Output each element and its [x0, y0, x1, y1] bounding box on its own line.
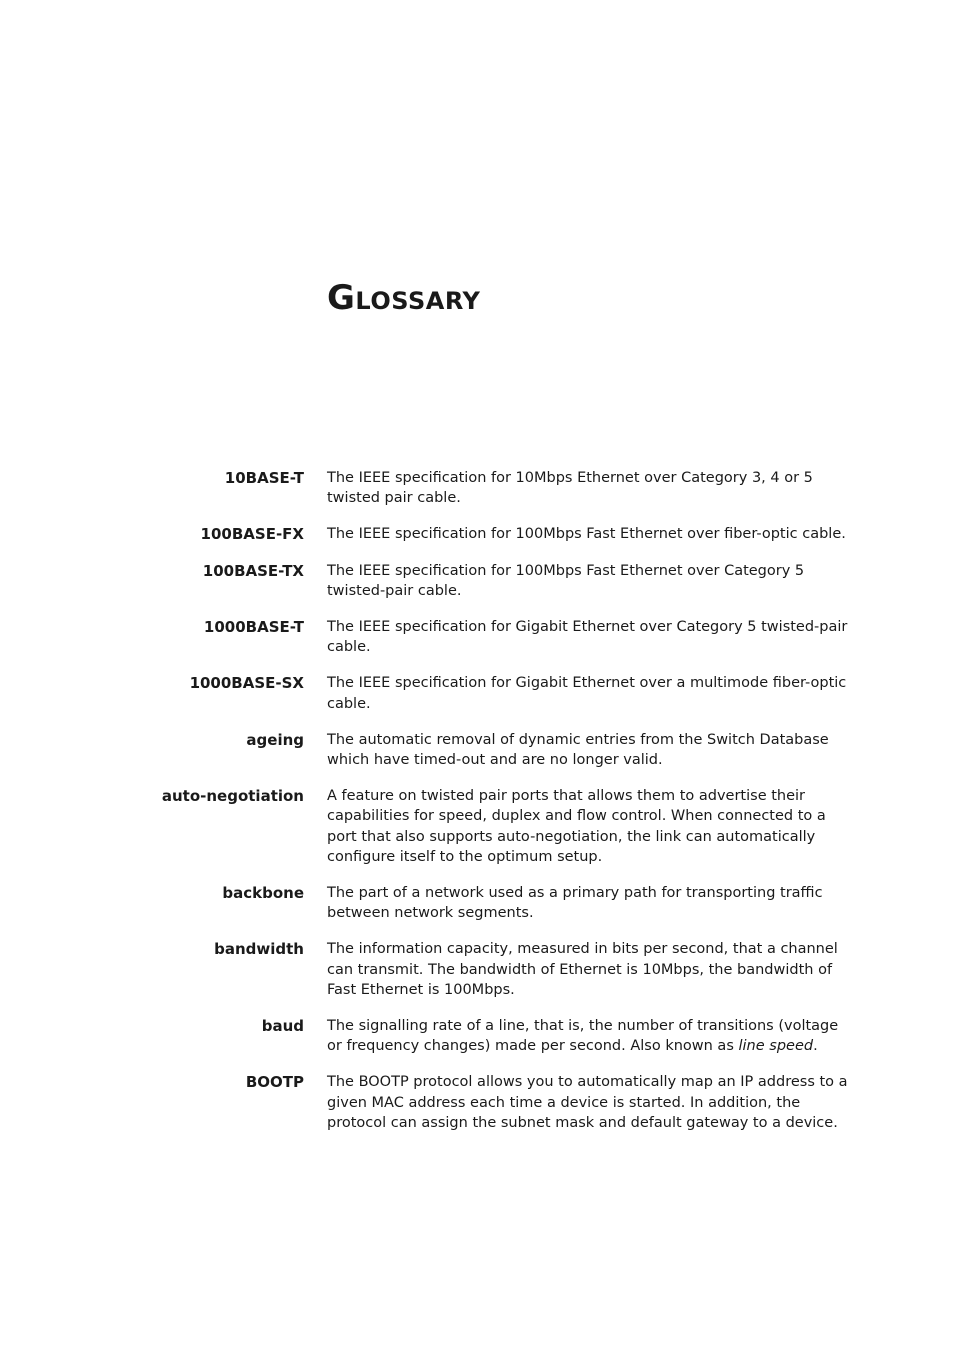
glossary-definition-emphasis: line speed: [738, 1038, 814, 1055]
page-title-initial: G: [327, 278, 356, 318]
glossary-definition: The IEEE specification for Gigabit Ethernet over a multimode fiber-optic cable.: [327, 675, 847, 712]
glossary-definition-text: The signalling rate of a line, that is, the number of transitions (voltage or frequency changes) made per second. Also known as: [327, 1018, 839, 1055]
glossary-definition: The information capacity, measured in bits per second, that a channel can transmit. The bandwidth of Ethernet is 10Mbps, the bandwidth of Fast Ethernet is 100Mbps.: [327, 941, 838, 998]
glossary-definition: The automatic removal of dynamic entries from the Switch Database which have timed-out and are no longer valid.: [327, 731, 829, 769]
glossary-entry-10base-t: [0, 468, 954, 508]
glossary-entry-baud: [0, 1016, 954, 1056]
glossary-definition: The IEEE specification for 10Mbps Ethernet over Category 3, 4 or 5 twisted pair cable.: [327, 470, 813, 507]
glossary-entry-backbone: [0, 883, 954, 923]
glossary-term: 100BASE-TX: [202, 561, 304, 580]
glossary-entry-1000base-sx: [0, 673, 954, 713]
glossary-definition: The IEEE specification for 100Mbps Fast Ethernet over Category 5 twisted-pair cable.: [327, 562, 805, 599]
glossary-term: ageing: [246, 730, 304, 749]
glossary-term: bandwidth: [214, 940, 304, 959]
glossary-term: baud: [261, 1017, 304, 1036]
glossary-definition: [327, 1016, 849, 1056]
glossary-entry-bandwidth: [0, 939, 954, 1000]
glossary-definition-text: .: [813, 1038, 818, 1055]
glossary-term: 100BASE-FX: [200, 525, 304, 544]
glossary-entry-100base-tx: [0, 561, 954, 601]
glossary-term: 1000BASE-SX: [189, 674, 304, 693]
glossary-term: 10BASE-T: [224, 469, 304, 487]
glossary-entry-1000base-t: [0, 617, 954, 657]
glossary-term: 1000BASE-T: [203, 618, 304, 637]
glossary-term: auto-negotiation: [161, 787, 304, 806]
glossary-term: backbone: [222, 884, 304, 903]
glossary-entry-auto-negotiation: [0, 786, 954, 867]
glossary-entry-bootp: [0, 1072, 954, 1133]
glossary-definition: The IEEE specification for Gigabit Ethernet over Category 5 twisted-pair cable.: [327, 619, 848, 656]
glossary-definition: The IEEE specification for 100Mbps Fast Ethernet over fiber-optic cable.: [327, 526, 846, 543]
page-title-rest: LOSSARY: [355, 287, 481, 315]
page-title: [327, 276, 480, 323]
glossary-term: BOOTP: [245, 1073, 304, 1092]
glossary-definition: The BOOTP protocol allows you to automatically map an IP address to a given MAC address each time a device is started. In addition, the protocol can assign the subnet mask and default gateway to a device.: [327, 1074, 848, 1131]
glossary-entry-ageing: [0, 730, 954, 770]
glossary-list: [0, 468, 954, 1149]
glossary-entry-100base-fx: [0, 524, 954, 544]
glossary-definition: A feature on twisted pair ports that allows them to advertise their capabilities for speed, duplex and flow control. When connected to a port that also supports auto-negotiation, the link can automatically configure itself to the optimum setup.: [327, 788, 826, 865]
glossary-definition: The part of a network used as a primary path for transporting traffic between network segments.: [327, 885, 823, 922]
